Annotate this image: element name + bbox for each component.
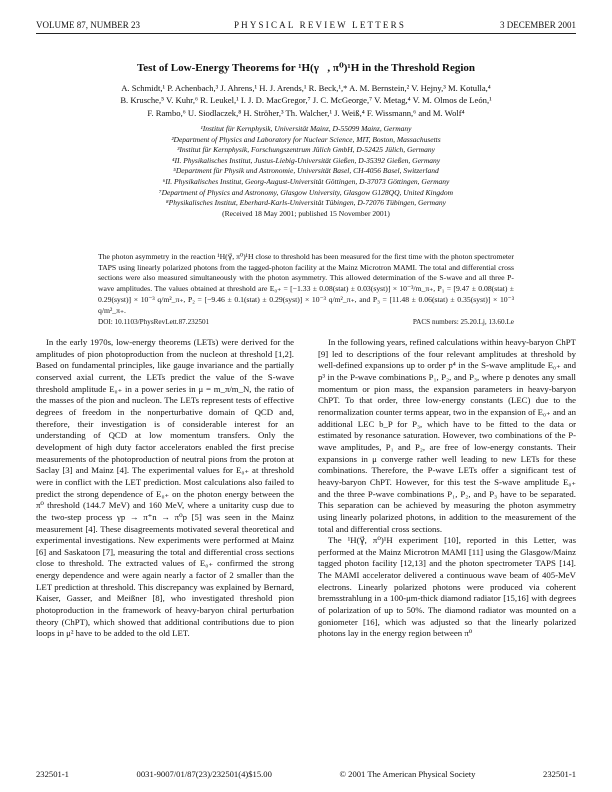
volume-number: VOLUME 87, NUMBER 23 bbox=[36, 20, 141, 30]
affiliation: ⁷Department of Physics and Astronomy, Glasgow University, Glasgow G128QQ, United Kingdom bbox=[158, 187, 454, 197]
abstract: The photon asymmetry in the reaction ¹H(γ⃗, π⁰)¹H close to threshold has been measured for the first time with the photon spectrometer TAPS using linearly polarized photons from the tagged-photon facility at the Mainz Microtron MAMI. The total and differential cross sections were also measured simultaneously with the photon asymmetry. This allowed determination of the S-wave and all three P-wave amplitudes. The values obtained at threshold are E₀₊ = [−1.33 ± 0.08(stat) ± 0.03(syst)] × 10⁻³/m_π₊, P₁ = [9.47 ± 0.08(stat) ± 0.29(syst)] × 10⁻³ q/m²_π₊, P₂ = [−9.46 ± 0.1(stat) ± 0.29(syst)] × 10⁻³ q/m²_π₊, and P₃ = [11.48 ± 0.06(stat) ± 0.35(syst)] × 10⁻³ q/m²_π₊. bbox=[98, 252, 514, 315]
body-paragraph: In the following years, refined calculations within heavy-baryon ChPT [9] led to descriptions of the four relevant amplitudes at threshold by well-defined expansions up to order p⁴ in the S-wave amplitude E₀₊ and p³ in the P-wave combinations P₁, P₂, and P₃, where p denotes any small momentum or pion mass, the expansion parameters in heavy-baryon ChPT. To that order, three low-energy constants (LEC) due to the renormalization counter terms appear, two in the expansion of E₀₊ and an additional LEC b_P for P₃, which have to be fitted to the data or estimated by resonance saturation. However, two combinations of the P-wave amplitudes, P₁ and P₂, are free of low-energy constants. Their expansions in μ converge rather well leading to new LETs for these combinations. Therefore, the P-wave LETs offer a significant test of heavy-baryon ChPT. However, for this test the S-wave amplitude E₀₊ and the three P-wave combinations P₁, P₂, and P₃ have to be separated. This separation can be achieved by measuring the photon asymmetry using linearly polarized photons, in addition to the measurement of the total and differential cross sections. bbox=[318, 337, 576, 534]
body-column-left bbox=[36, 337, 294, 640]
body-column-right bbox=[318, 337, 576, 640]
affiliation: ³Institut für Kernphysik, Forschungszentrum Jülich GmbH, D-52425 Jülich, Germany bbox=[177, 145, 435, 155]
affiliation-list bbox=[58, 124, 554, 219]
received-dates: (Received 18 May 2001; published 15 November 2001) bbox=[222, 208, 390, 218]
pacs-numbers: PACS numbers: 25.20.Lj, 13.60.Le bbox=[412, 318, 514, 326]
page-footer bbox=[36, 769, 576, 779]
body-paragraph: In the early 1970s, low-energy theorems (LETs) were derived for the amplitudes of pion photoproduction from the nucleon at threshold [1,2]. Based on fundamental principles, like gauge invariance and the partially conserved axial current, the LETs predict the value of the S-wave threshold amplitude E₀₊ in a power series in μ = m_π/m_N, the ratio of the masses of the pion and nucleon. The LETs represent tests of effective degrees of freedom in the nonperturbative domain of QCD and, therefore, their investigation is of considerable interest for an understanding of QCD at low momentum transfers. Only the development of high duty factor accelerators enabled the first precise measurements of the photoproduction of neutral pions from the proton at Saclay [3] and Mainz [4]. The experimental values for E₀₊ at threshold were in conflict with the LET prediction. Most calculations also failed to predict the strong dependence of E₀₊ on the photon energy between the π⁰ threshold (144.7 MeV) and 160 MeV, where a unitarity cusp due to the two-step process γp → π⁺n → π⁰p [5] was seen in the Mainz measurement [4]. These disagreements motivated several theoretical and experimental investigations. New experiments were performed at Mainz [6] and Saskatoon [7], measuring the total and differential cross sections close to threshold. The extracted values of E₀₊ confirmed the strong energy dependence and were again nearly a factor of 2 smaller than the LET prediction at threshold. This discrepancy was explained by Bernard, Kaiser, Gasser, and Meißner [8], who investigated threshold pion photoproduction in the framework of heavy-baryon chiral perturbation theory (ChPT), which showed that additional contributions due to pion loops in μ² have to be added to the old LET. bbox=[36, 337, 294, 639]
body-paragraph: The ¹H(γ⃗, π⁰)¹H experiment [10], reported in this Letter, was performed at the Mainz Microtron MAMI [11] using the Glasgow/Mainz tagged photon facility [12,13] and the photon spectrometer TAPS [14]. The MAMI accelerator delivered a continuous wave beam of 405-MeV electrons. Linearly polarized photons were produced via coherent bremsstrahlung in a 100-μm-thick diamond radiator [15,16] with degrees of polarization of up to 50%. The diamond radiator was mounted on a goniometer [16], which was adjusted so that the linearly polarized photons lay in the energy region between π⁰ bbox=[318, 535, 576, 639]
affiliation: ⁴II. Physikalisches Institut, Justus-Liebig-Universität Gießen, D-35392 Gießen, Germany bbox=[171, 155, 441, 165]
copyright: © 2001 The American Physical Society bbox=[339, 769, 476, 779]
affiliation: ²Department of Physics and Laboratory for Nuclear Science, MIT, Boston, Massachusetts bbox=[171, 134, 441, 144]
doi-pacs-line bbox=[98, 318, 514, 326]
running-header bbox=[36, 20, 576, 34]
issue-date: 3 DECEMBER 2001 bbox=[499, 20, 576, 30]
affiliation: ⁶II. Physikalisches Institut, Georg-August-Universität Göttingen, D-37073 Göttingen, Germany bbox=[162, 176, 450, 186]
affiliation: ⁸Physikalisches Institut, Eberhard-Karls-Universität Tübingen, D-72076 Tübingen, Germany bbox=[166, 198, 446, 208]
affiliation: ⁵Department für Physik und Astronomie, Universität Basel, CH-4056 Basel, Switzerland bbox=[173, 166, 439, 176]
author-line: B. Krusche,⁵ V. Kuhr,⁶ R. Leukel,¹ I. J. D. MacGregor,⁷ J. C. McGeorge,⁷ V. Metag,⁴ V. M. Olmos de León,¹ bbox=[120, 95, 492, 106]
author-line: F. Rambo,⁶ U. Siodlaczek,⁸ H. Ströher,³ Th. Walcher,¹ J. Weiß,⁴ F. Wissmann,⁶ and M. Wolf⁴ bbox=[147, 107, 465, 118]
paper-title: Test of Low-Energy Theorems for ¹H(γ⃗, π⁰)¹H in the Threshold Region bbox=[136, 62, 476, 74]
author-line: A. Schmidt,¹ P. Achenbach,³ J. Ahrens,¹ H. J. Arends,¹ R. Beck,¹,* A. M. Bernstein,² V. Hejny,³ M. Kotulla,⁴ bbox=[121, 83, 491, 93]
doi: DOI: 10.1103/PhysRevLett.87.232501 bbox=[98, 318, 210, 326]
author-list bbox=[58, 82, 554, 119]
journal-name: PHYSICAL REVIEW LETTERS bbox=[233, 20, 407, 30]
page-number-left: 232501-1 bbox=[36, 769, 69, 779]
affiliation: ¹Institut für Kernphysik, Universität Mainz, D-55099 Mainz, Germany bbox=[200, 124, 412, 133]
article-code: 0031-9007/01/87(23)/232501(4)$15.00 bbox=[136, 769, 272, 779]
page-number-right: 232501-1 bbox=[543, 769, 576, 779]
